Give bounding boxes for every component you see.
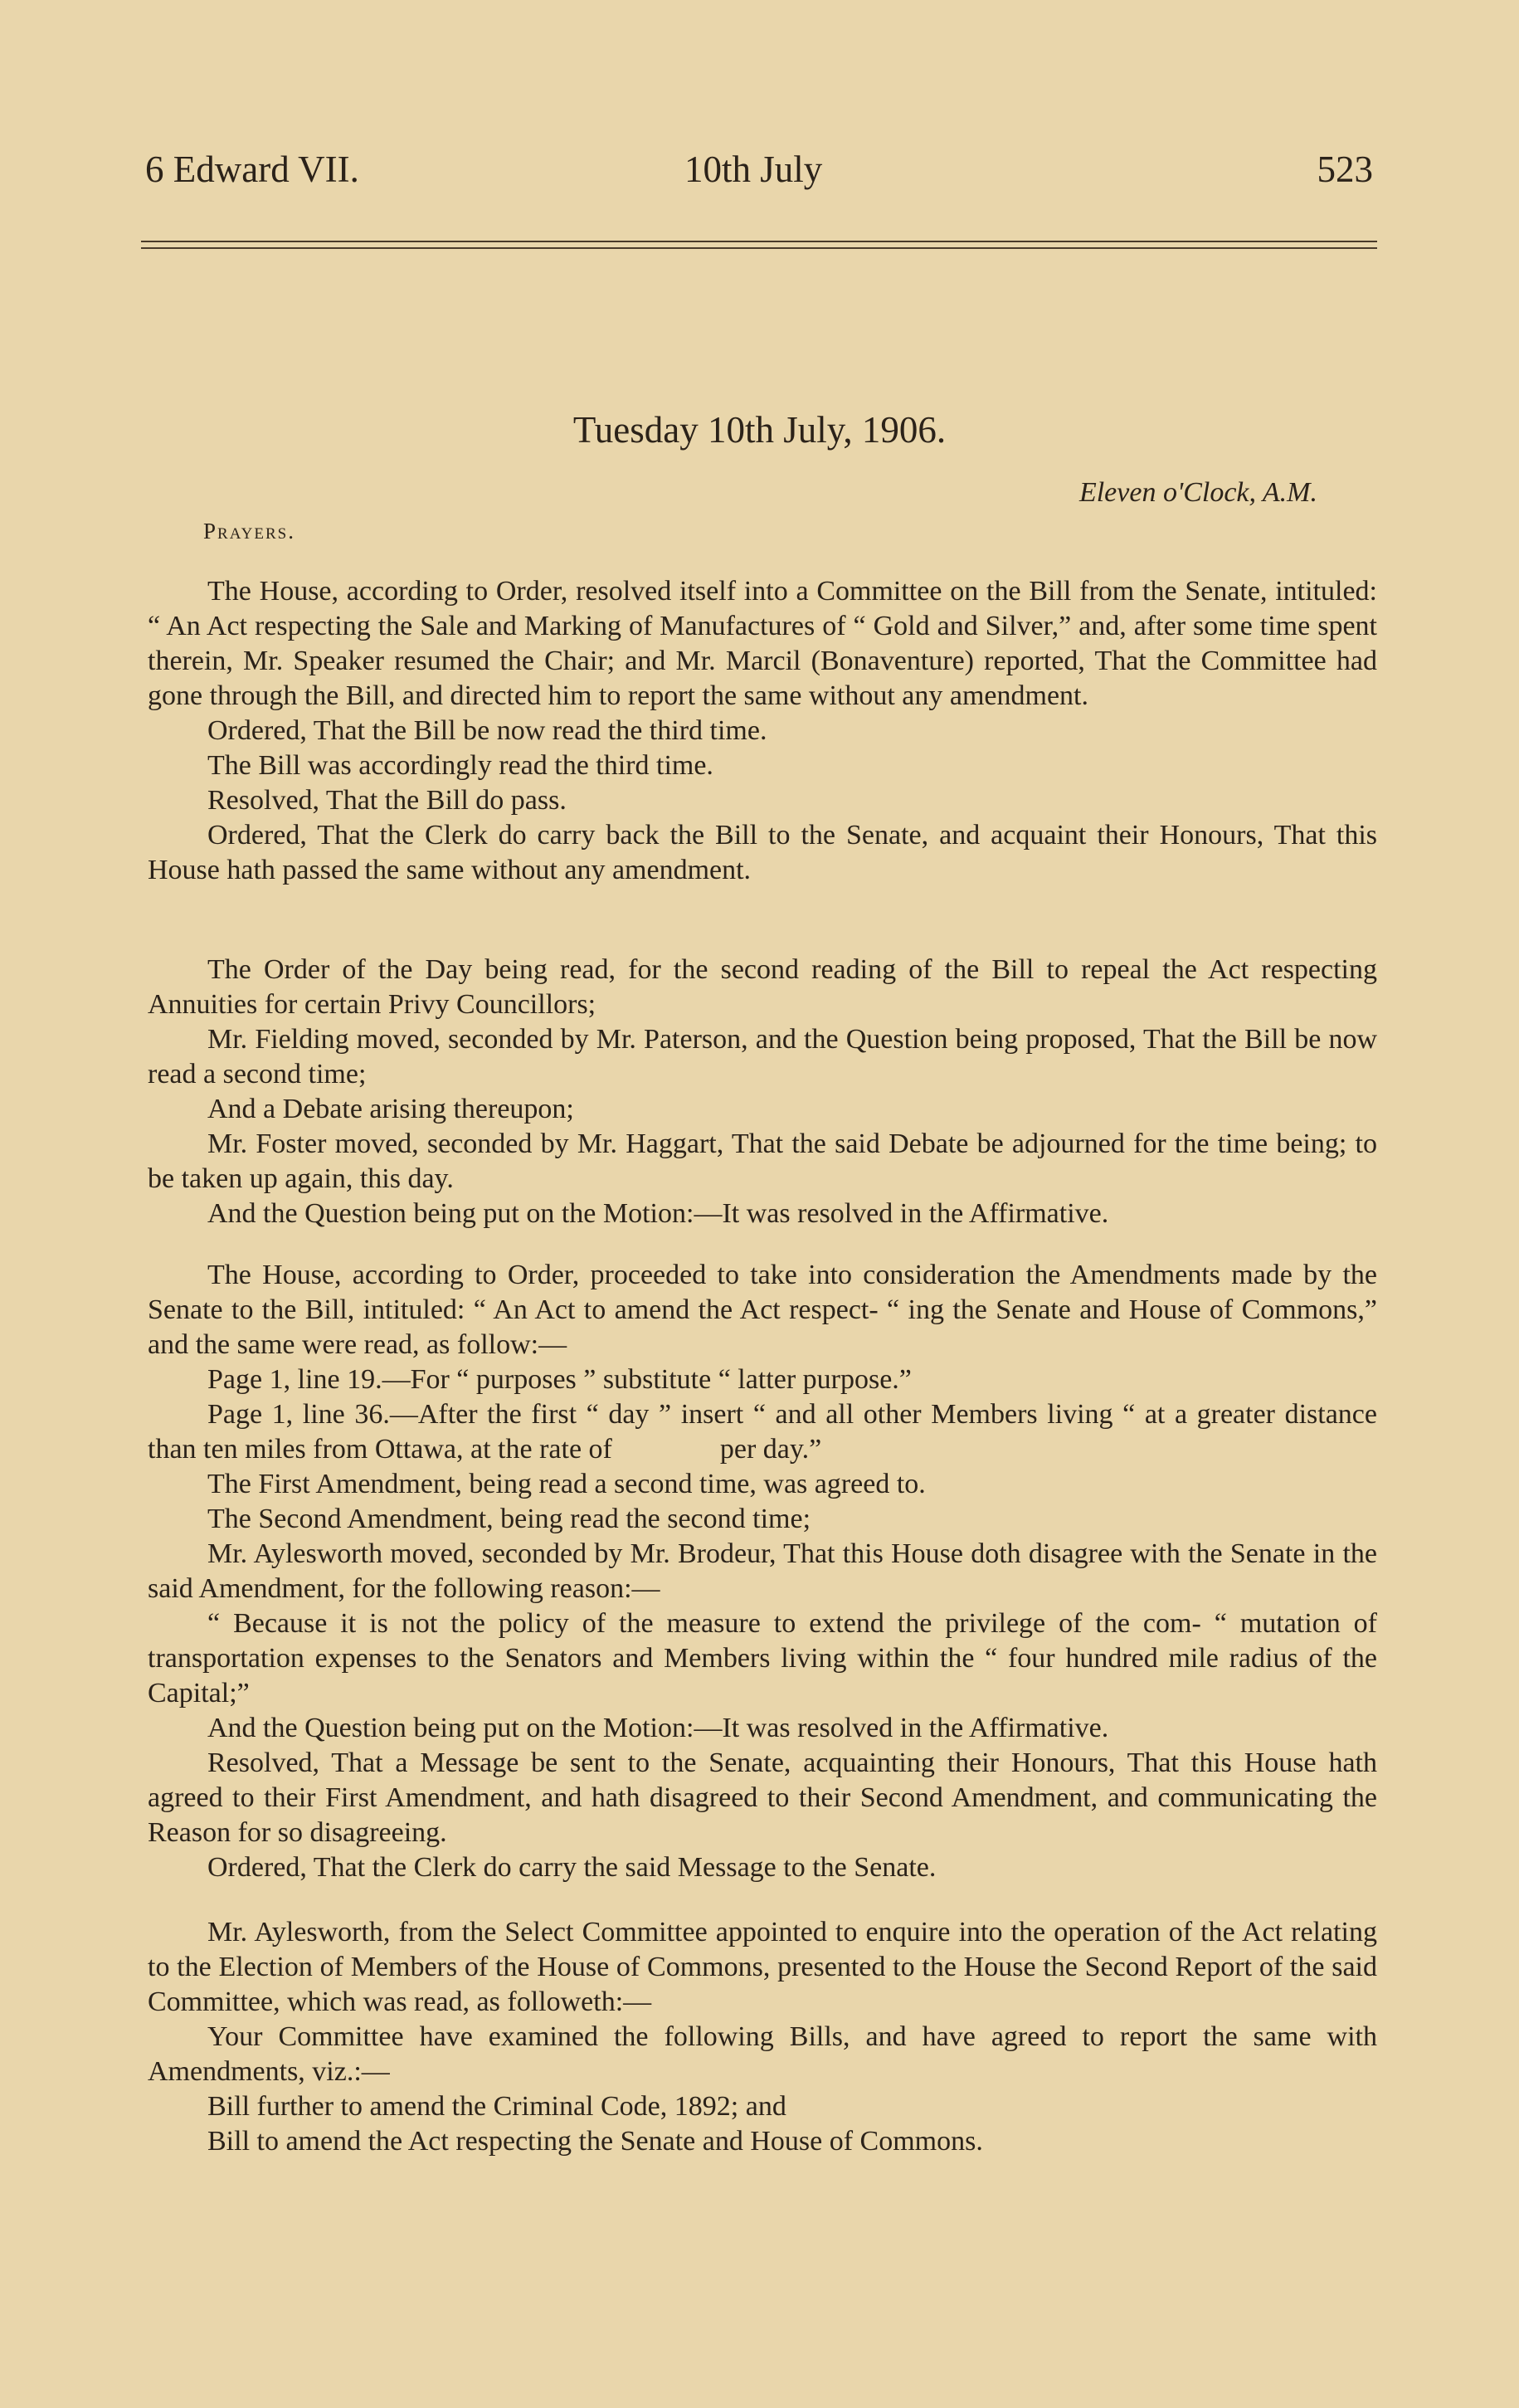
prayers-heading: Prayers. — [203, 519, 295, 544]
section-committee-report — [148, 1915, 1377, 2159]
paragraph: The Order of the Day being read, for the second reading of the Bill to repeal the Act respecting Annuities for certain Privy Councillors; — [148, 954, 1377, 1020]
paragraph: The House, according to Order, proceeded to take into consideration the Amendments made by the Senate to the Bill, intituled: “ An Act to amend the Act respect- “ ing the Senate and House of Commons,” and the same were read, as follow:— — [148, 1260, 1377, 1360]
paragraph: The First Amendment, being read a second time, was agreed to. — [207, 1469, 926, 1499]
header-date: 10th July — [684, 149, 823, 190]
paragraph: And the Question being put on the Motion:—It was resolved in the Affirmative. — [207, 1198, 1109, 1229]
paragraph: Page 1, line 19.—For “ purposes ” substitute “ latter purpose.” — [207, 1364, 912, 1395]
sitting-time: Eleven o'Clock, A.M. — [1078, 477, 1317, 508]
paragraph: The Second Amendment, being read the second time; — [207, 1504, 811, 1534]
paragraph: Resolved, That a Message be sent to the Senate, acquainting their Honours, That this House hath agreed to their First Amendment, and hath disagreed to their Second Amendment, and communicating the Reason for so disagreeing. — [148, 1748, 1377, 1848]
paragraph: Ordered, That the Clerk do carry the said Message to the Senate. — [207, 1852, 937, 1883]
paragraph: Resolved, That the Bill do pass. — [207, 785, 567, 816]
paragraph: Mr. Fielding moved, seconded by Mr. Paterson, and the Question being proposed, That the Bill be now read a second time; — [148, 1024, 1377, 1089]
header-rule-bottom — [141, 247, 1377, 249]
paragraph: Bill further to amend the Criminal Code, 1892; and — [207, 2091, 786, 2122]
paragraph: Mr. Aylesworth moved, seconded by Mr. Brodeur, That this House doth disagree with the Senate in the said Amendment, for the following reason:— — [148, 1538, 1377, 1604]
paragraph: Ordered, That the Bill be now read the third time. — [207, 715, 767, 746]
header-reign: 6 Edward VII. — [145, 149, 359, 190]
section-annuities-bill — [148, 953, 1377, 1231]
paragraph: “ Because it is not the policy of the measure to extend the privilege of the com- “ mutation of transportation expenses to the Senators and Members living within the “ four hundred mile radius of the Capital;” — [148, 1608, 1377, 1709]
paragraph — [148, 1397, 1377, 1467]
paragraph: And a Debate arising thereupon; — [207, 1094, 574, 1124]
paragraph: Mr. Foster moved, seconded by Mr. Haggart, That the said Debate be adjourned for the time being; to be taken up again, this day. — [148, 1128, 1377, 1194]
paragraph: Mr. Aylesworth, from the Select Committee appointed to enquire into the operation of the Act relating to the Election of Members of the House of Commons, presented to the House the Second Report of the said Committee, which was read, as followeth:— — [148, 1917, 1377, 2017]
paragraph: Ordered, That the Clerk do carry back the Bill to the Senate, and acquaint their Honours, That this House hath passed the same without any amendment. — [148, 820, 1377, 885]
page-number: 523 — [1317, 149, 1373, 190]
page-title: Tuesday 10th July, 1906. — [572, 409, 947, 451]
paragraph: Bill to amend the Act respecting the Senate and House of Commons. — [207, 2126, 983, 2157]
paragraph: Your Committee have examined the following Bills, and have agreed to report the same with Amendments, viz.:— — [148, 2021, 1377, 2087]
running-header — [145, 148, 1373, 206]
section-gold-silver-bill — [148, 574, 1377, 888]
section-senate-amendments — [148, 1258, 1377, 1885]
paragraph: The Bill was accordingly read the third time. — [207, 750, 713, 781]
paragraph: The House, according to Order, resolved itself into a Committee on the Bill from the Senate, intituled: “ An Act respecting the Sale and Marking of Manufactures of “ Gold and Silver,” and, after some time spent therein, Mr. Speaker resumed the Chair; and Mr. Marcil (Bonaventure) reported, That the Committee had gone through the Bill, and directed him to report the same without any amendment. — [148, 576, 1377, 711]
amendment-text: Page 1, line 36.—After the first “ day ” insert “ and all other Members living “ at a greater distance than ten miles from Ottawa, at the rate of — [148, 1399, 1377, 1465]
header-rule-top — [141, 241, 1377, 242]
amendment-text-end: per day.” — [719, 1434, 822, 1465]
paragraph: And the Question being put on the Motion:—It was resolved in the Affirmative. — [207, 1713, 1109, 1743]
